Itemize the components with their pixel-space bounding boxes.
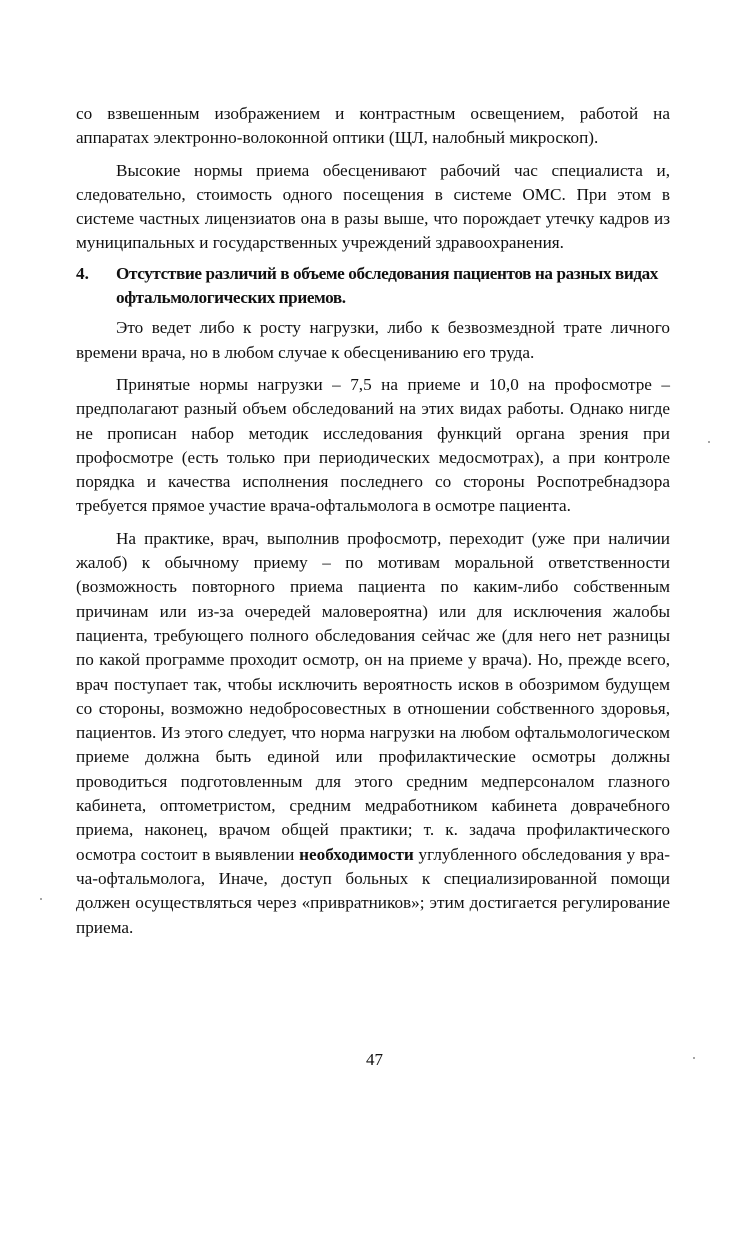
section-title: Отсутствие различий в объеме обследования пациентов на разных видах офтальмологических приемов. xyxy=(116,263,658,308)
paragraph-norms: Принятые нормы нагрузки – 7,5 на приеме и 10,0 на профосмотре – предполагают разный объем обследований на этих видах работы. Однако нигде не прописан набор методик исследования функций органа зрения при профосмотре (есть только при периодических медосмотрах), а при контроле порядка и качества исполнения последнего со стороны Роспотребнадзора требуется прямое участие врача-офтальмолога в осмотре пациента. xyxy=(76,374,670,516)
section-number: 4. xyxy=(76,263,89,283)
paragraph-continuation: со взвешенным изображением и контрастным освещением, работой на аппаратах электронно-волоконной оптики (ЩЛ, налобный микроскоп). xyxy=(76,104,670,148)
paragraph-practice xyxy=(76,527,670,940)
section-heading xyxy=(76,262,670,311)
paragraph-practice-text-2: углубленного обследования у врача-офтальмолога, Иначе, доступ больных к специализированной помощи должен осуществляться через «привратников»; этим достигается регулирование приема. xyxy=(76,844,670,937)
scan-speck xyxy=(708,441,710,443)
paragraph-practice-text-1: На практике, врач, выполнив профосмотр, переходит (уже при наличии жалоб) к обычному приему – по мотивам моральной ответственности (возможность повторного приема пациента по каким-либо собственным причинам или из-за очередей маловероятна) или для исключения жалобы пациента, требующего полного обследования сейчас же (для него нет разницы по какой программе проходит осмотр, он на приеме у врача). Но, прежде всего, врач поступает так, чтобы исключить вероятность исков в обозримом будущем со стороны, возможно недобросовестных в отношении собственного здоровья, пациентов. Из этого следует, что норма нагрузки на любом офтальмологическом приеме должна быть единой или профилактические осмотры должны проводиться подготовленным для этого средним медперсоналом глазного кабинета, оптометристом, средним медработником кабинета доврачебного приема, наконец, врачом общей практики; т. к. задача профилактического осмотра состоит в выявлении xyxy=(76,528,670,864)
page-body xyxy=(76,102,670,940)
paragraph-high-norms: Высокие нормы приема обесценивают рабочий час специалиста и, следовательно, стоимость одного посещения в системе ОМС. При этом в системе частных лицензиатов она в разы выше, что порождает утечку кадров из муниципальных и государственных учреждений здравоохранения. xyxy=(76,160,670,253)
scan-speck xyxy=(693,1057,695,1059)
emphasis-necessity: необходимости xyxy=(299,844,414,864)
page-number: 47 xyxy=(366,1050,383,1069)
paragraph-workload: Это ведет либо к росту нагрузки, либо к безвозмездной трате личного времени врача, но в любом случае к обесцениванию его труда. xyxy=(76,318,670,362)
scan-speck xyxy=(40,898,42,900)
